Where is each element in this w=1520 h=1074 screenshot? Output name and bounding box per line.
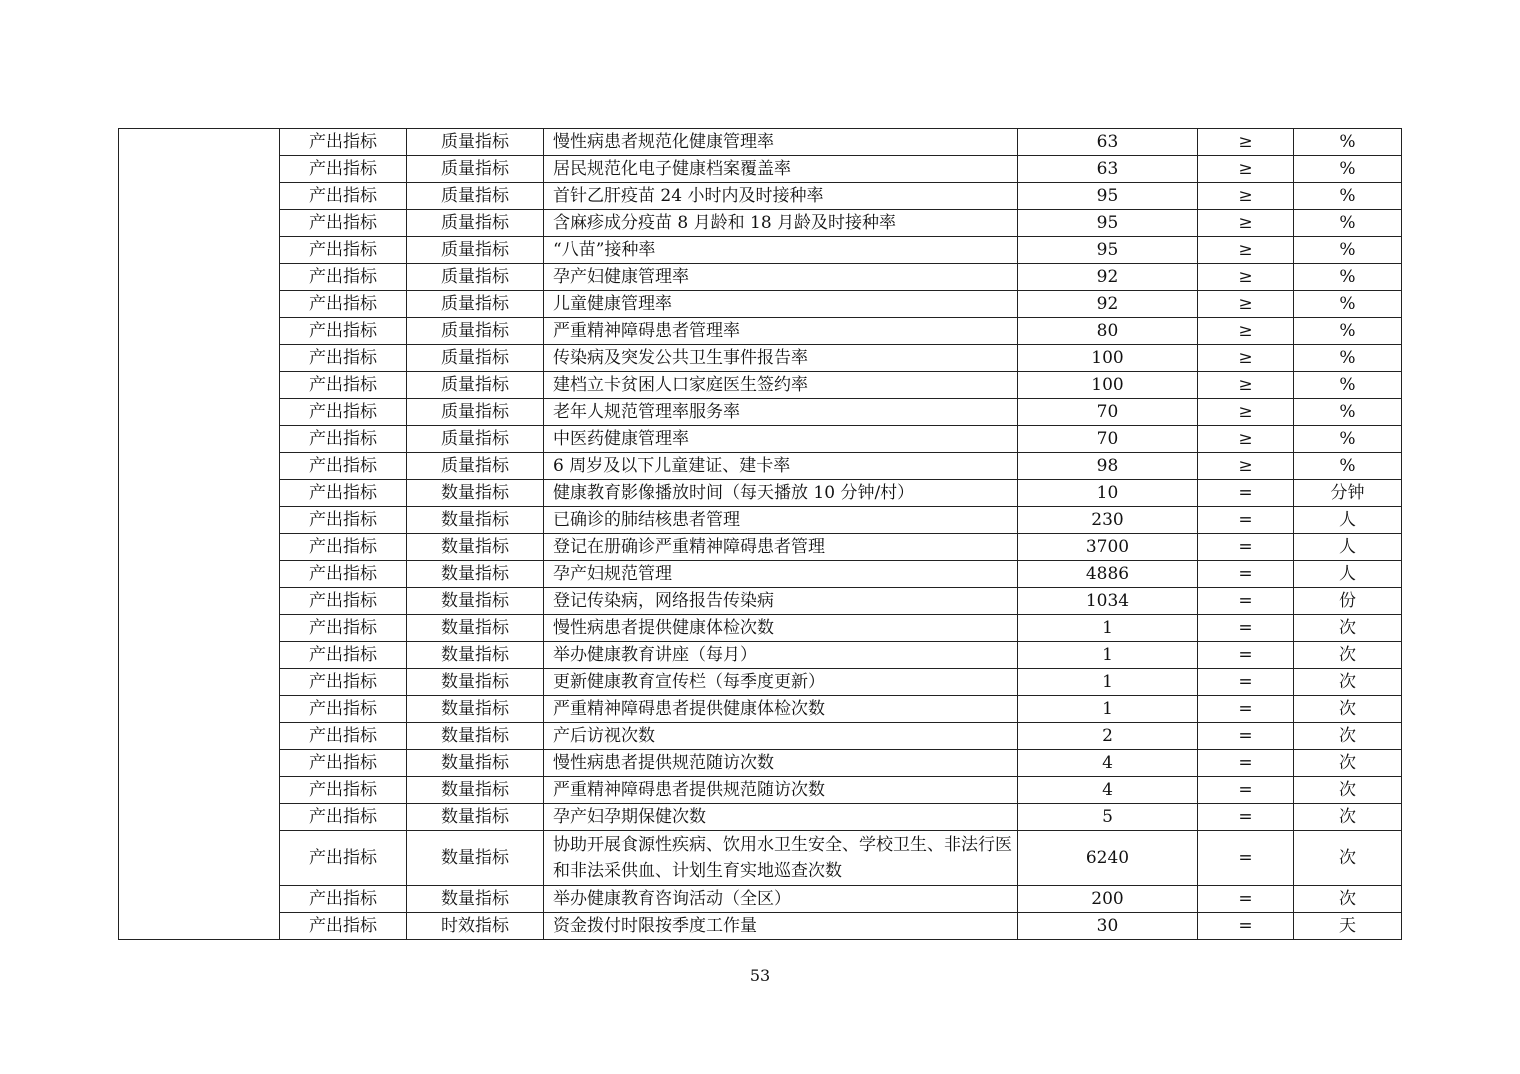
indicator-value-cell: 80 <box>1018 318 1198 345</box>
level1-indicator-cell: 产出指标 <box>280 750 407 777</box>
level1-indicator-cell: 产出指标 <box>280 561 407 588</box>
comparison-operator-cell: = <box>1198 750 1294 777</box>
table-row <box>119 642 1402 669</box>
indicator-value-cell: 70 <box>1018 399 1198 426</box>
indicator-name-cell: 慢性病患者提供健康体检次数 <box>544 615 1018 642</box>
indicator-name-cell: 慢性病患者规范化健康管理率 <box>544 129 1018 156</box>
level1-indicator-cell: 产出指标 <box>280 426 407 453</box>
comparison-operator-cell: ≥ <box>1198 183 1294 210</box>
indicator-name-cell: 中医药健康管理率 <box>544 426 1018 453</box>
level1-indicator-cell: 产出指标 <box>280 588 407 615</box>
level2-indicator-cell: 质量指标 <box>407 210 544 237</box>
indicator-value-cell: 70 <box>1018 426 1198 453</box>
level2-indicator-cell: 时效指标 <box>407 913 544 940</box>
level1-indicator-cell: 产出指标 <box>280 399 407 426</box>
indicator-name-cell: 孕产妇健康管理率 <box>544 264 1018 291</box>
indicator-value-cell: 92 <box>1018 264 1198 291</box>
level1-indicator-cell: 产出指标 <box>280 913 407 940</box>
indicator-value-cell: 92 <box>1018 291 1198 318</box>
comparison-operator-cell: ≥ <box>1198 453 1294 480</box>
level2-indicator-cell: 质量指标 <box>407 237 544 264</box>
unit-cell: % <box>1294 237 1402 264</box>
indicator-name-cell: 严重精神障碍患者管理率 <box>544 318 1018 345</box>
level1-indicator-cell: 产出指标 <box>280 129 407 156</box>
comparison-operator-cell: ≥ <box>1198 345 1294 372</box>
comparison-operator-cell: = <box>1198 777 1294 804</box>
level2-indicator-cell: 数量指标 <box>407 588 544 615</box>
level2-indicator-cell: 数量指标 <box>407 669 544 696</box>
comparison-operator-cell: ≥ <box>1198 237 1294 264</box>
table-row <box>119 588 1402 615</box>
comparison-operator-cell: = <box>1198 615 1294 642</box>
table-row <box>119 669 1402 696</box>
level1-indicator-cell: 产出指标 <box>280 723 407 750</box>
first-level-indicator-cell <box>119 129 280 940</box>
unit-cell: % <box>1294 453 1402 480</box>
unit-cell: 次 <box>1294 750 1402 777</box>
comparison-operator-cell: = <box>1198 886 1294 913</box>
table-row <box>119 831 1402 886</box>
level2-indicator-cell: 质量指标 <box>407 426 544 453</box>
level1-indicator-cell: 产出指标 <box>280 615 407 642</box>
level2-indicator-cell: 数量指标 <box>407 777 544 804</box>
indicator-value-cell: 63 <box>1018 156 1198 183</box>
level1-indicator-cell: 产出指标 <box>280 237 407 264</box>
table-row <box>119 777 1402 804</box>
unit-cell: 次 <box>1294 804 1402 831</box>
level2-indicator-cell: 数量指标 <box>407 507 544 534</box>
unit-cell: 次 <box>1294 886 1402 913</box>
level2-indicator-cell: 数量指标 <box>407 723 544 750</box>
comparison-operator-cell: ≥ <box>1198 399 1294 426</box>
unit-cell: 人 <box>1294 534 1402 561</box>
comparison-operator-cell: = <box>1198 588 1294 615</box>
level2-indicator-cell: 数量指标 <box>407 480 544 507</box>
indicator-table <box>118 128 1402 940</box>
indicator-name-cell: 首针乙肝疫苗 24 小时内及时接种率 <box>544 183 1018 210</box>
table-row <box>119 345 1402 372</box>
indicator-value-cell: 3700 <box>1018 534 1198 561</box>
comparison-operator-cell: = <box>1198 723 1294 750</box>
indicator-name-cell: 传染病及突发公共卫生事件报告率 <box>544 345 1018 372</box>
level1-indicator-cell: 产出指标 <box>280 210 407 237</box>
level1-indicator-cell: 产出指标 <box>280 534 407 561</box>
table-row <box>119 534 1402 561</box>
table-row <box>119 615 1402 642</box>
indicator-name-cell: 登记传染病，网络报告传染病 <box>544 588 1018 615</box>
table-row <box>119 399 1402 426</box>
comparison-operator-cell: ≥ <box>1198 291 1294 318</box>
indicator-name-cell: 慢性病患者提供规范随访次数 <box>544 750 1018 777</box>
level2-indicator-cell: 数量指标 <box>407 750 544 777</box>
level1-indicator-cell: 产出指标 <box>280 886 407 913</box>
unit-cell: 份 <box>1294 588 1402 615</box>
level2-indicator-cell: 质量指标 <box>407 318 544 345</box>
comparison-operator-cell: ≥ <box>1198 264 1294 291</box>
unit-cell: 次 <box>1294 642 1402 669</box>
comparison-operator-cell: = <box>1198 507 1294 534</box>
unit-cell: 次 <box>1294 669 1402 696</box>
indicator-value-cell: 2 <box>1018 723 1198 750</box>
level1-indicator-cell: 产出指标 <box>280 183 407 210</box>
level2-indicator-cell: 数量指标 <box>407 615 544 642</box>
table-row <box>119 561 1402 588</box>
indicator-name-cell: 老年人规范管理率服务率 <box>544 399 1018 426</box>
table-row <box>119 426 1402 453</box>
level1-indicator-cell: 产出指标 <box>280 480 407 507</box>
comparison-operator-cell: = <box>1198 480 1294 507</box>
unit-cell: 次 <box>1294 831 1402 886</box>
indicator-value-cell: 30 <box>1018 913 1198 940</box>
level1-indicator-cell: 产出指标 <box>280 831 407 886</box>
indicator-value-cell: 4 <box>1018 777 1198 804</box>
comparison-operator-cell: = <box>1198 534 1294 561</box>
table-row <box>119 723 1402 750</box>
table-row <box>119 237 1402 264</box>
unit-cell: 次 <box>1294 696 1402 723</box>
indicator-name-cell: 协助开展食源性疾病、饮用水卫生安全、学校卫生、非法行医和非法采供血、计划生育实地巡查次数 <box>544 831 1018 886</box>
table-row <box>119 264 1402 291</box>
comparison-operator-cell: ≥ <box>1198 318 1294 345</box>
comparison-operator-cell: = <box>1198 804 1294 831</box>
unit-cell: 次 <box>1294 723 1402 750</box>
indicator-value-cell: 5 <box>1018 804 1198 831</box>
indicator-name-cell: 更新健康教育宣传栏（每季度更新） <box>544 669 1018 696</box>
level1-indicator-cell: 产出指标 <box>280 291 407 318</box>
indicator-name-cell: 举办健康教育讲座（每月） <box>544 642 1018 669</box>
level2-indicator-cell: 数量指标 <box>407 642 544 669</box>
table-row <box>119 913 1402 940</box>
indicator-value-cell: 95 <box>1018 183 1198 210</box>
level2-indicator-cell: 质量指标 <box>407 264 544 291</box>
level2-indicator-cell: 数量指标 <box>407 696 544 723</box>
table-row <box>119 886 1402 913</box>
unit-cell: 次 <box>1294 777 1402 804</box>
indicator-name-cell: 产后访视次数 <box>544 723 1018 750</box>
indicator-value-cell: 1 <box>1018 669 1198 696</box>
unit-cell: % <box>1294 372 1402 399</box>
unit-cell: 分钟 <box>1294 480 1402 507</box>
indicator-value-cell: 100 <box>1018 372 1198 399</box>
level1-indicator-cell: 产出指标 <box>280 372 407 399</box>
indicator-name-cell: 健康教育影像播放时间（每天播放 10 分钟/村） <box>544 480 1018 507</box>
unit-cell: 人 <box>1294 507 1402 534</box>
indicator-name-cell: 建档立卡贫困人口家庭医生签约率 <box>544 372 1018 399</box>
level1-indicator-cell: 产出指标 <box>280 318 407 345</box>
comparison-operator-cell: ≥ <box>1198 129 1294 156</box>
level1-indicator-cell: 产出指标 <box>280 345 407 372</box>
indicator-value-cell: 1 <box>1018 696 1198 723</box>
level2-indicator-cell: 数量指标 <box>407 534 544 561</box>
table-row <box>119 750 1402 777</box>
unit-cell: % <box>1294 291 1402 318</box>
unit-cell: % <box>1294 264 1402 291</box>
unit-cell: % <box>1294 210 1402 237</box>
table-row <box>119 804 1402 831</box>
indicator-name-cell: 儿童健康管理率 <box>544 291 1018 318</box>
table-row <box>119 183 1402 210</box>
table-body <box>119 129 1402 940</box>
level1-indicator-cell: 产出指标 <box>280 696 407 723</box>
indicator-name-cell: 严重精神障碍患者提供规范随访次数 <box>544 777 1018 804</box>
level1-indicator-cell: 产出指标 <box>280 264 407 291</box>
indicator-name-cell: 含麻疹成分疫苗 8 月龄和 18 月龄及时接种率 <box>544 210 1018 237</box>
comparison-operator-cell: = <box>1198 696 1294 723</box>
table-row <box>119 291 1402 318</box>
unit-cell: % <box>1294 318 1402 345</box>
level2-indicator-cell: 质量指标 <box>407 183 544 210</box>
level2-indicator-cell: 质量指标 <box>407 291 544 318</box>
level2-indicator-cell: 数量指标 <box>407 886 544 913</box>
unit-cell: % <box>1294 129 1402 156</box>
unit-cell: 人 <box>1294 561 1402 588</box>
level2-indicator-cell: 数量指标 <box>407 831 544 886</box>
comparison-operator-cell: = <box>1198 831 1294 886</box>
indicator-name-cell: 登记在册确诊严重精神障碍患者管理 <box>544 534 1018 561</box>
level1-indicator-cell: 产出指标 <box>280 777 407 804</box>
unit-cell: 次 <box>1294 615 1402 642</box>
comparison-operator-cell: ≥ <box>1198 156 1294 183</box>
comparison-operator-cell: = <box>1198 642 1294 669</box>
indicator-value-cell: 1 <box>1018 615 1198 642</box>
level2-indicator-cell: 质量指标 <box>407 156 544 183</box>
level1-indicator-cell: 产出指标 <box>280 642 407 669</box>
level2-indicator-cell: 数量指标 <box>407 561 544 588</box>
indicator-value-cell: 95 <box>1018 237 1198 264</box>
table-row <box>119 318 1402 345</box>
comparison-operator-cell: ≥ <box>1198 426 1294 453</box>
indicator-name-cell: 举办健康教育咨询活动（全区） <box>544 886 1018 913</box>
indicator-value-cell: 63 <box>1018 129 1198 156</box>
indicator-name-cell: 孕产妇规范管理 <box>544 561 1018 588</box>
indicator-value-cell: 100 <box>1018 345 1198 372</box>
level2-indicator-cell: 质量指标 <box>407 453 544 480</box>
unit-cell: % <box>1294 345 1402 372</box>
table-row <box>119 453 1402 480</box>
unit-cell: 天 <box>1294 913 1402 940</box>
table-row <box>119 372 1402 399</box>
indicator-name-cell: 6 周岁及以下儿童建证、建卡率 <box>544 453 1018 480</box>
table-row <box>119 507 1402 534</box>
level2-indicator-cell: 数量指标 <box>407 804 544 831</box>
table-row <box>119 696 1402 723</box>
indicator-value-cell: 1034 <box>1018 588 1198 615</box>
indicator-name-cell: “八苗”接种率 <box>544 237 1018 264</box>
comparison-operator-cell: ≥ <box>1198 210 1294 237</box>
unit-cell: % <box>1294 399 1402 426</box>
level1-indicator-cell: 产出指标 <box>280 804 407 831</box>
table-row <box>119 210 1402 237</box>
level2-indicator-cell: 质量指标 <box>407 372 544 399</box>
comparison-operator-cell: = <box>1198 913 1294 940</box>
comparison-operator-cell: = <box>1198 561 1294 588</box>
indicator-name-cell: 严重精神障碍患者提供健康体检次数 <box>544 696 1018 723</box>
unit-cell: % <box>1294 183 1402 210</box>
indicator-value-cell: 98 <box>1018 453 1198 480</box>
table-row <box>119 480 1402 507</box>
indicator-name-cell: 已确诊的肺结核患者管理 <box>544 507 1018 534</box>
indicator-name-cell: 资金拨付时限按季度工作量 <box>544 913 1018 940</box>
indicator-name-cell: 孕产妇孕期保健次数 <box>544 804 1018 831</box>
level1-indicator-cell: 产出指标 <box>280 156 407 183</box>
level1-indicator-cell: 产出指标 <box>280 507 407 534</box>
level1-indicator-cell: 产出指标 <box>280 669 407 696</box>
level2-indicator-cell: 质量指标 <box>407 129 544 156</box>
indicator-value-cell: 230 <box>1018 507 1198 534</box>
indicator-value-cell: 6240 <box>1018 831 1198 886</box>
indicator-value-cell: 10 <box>1018 480 1198 507</box>
unit-cell: % <box>1294 156 1402 183</box>
unit-cell: % <box>1294 426 1402 453</box>
table-row <box>119 156 1402 183</box>
indicator-value-cell: 95 <box>1018 210 1198 237</box>
indicator-name-cell: 居民规范化电子健康档案覆盖率 <box>544 156 1018 183</box>
level2-indicator-cell: 质量指标 <box>407 399 544 426</box>
indicator-value-cell: 1 <box>1018 642 1198 669</box>
comparison-operator-cell: = <box>1198 669 1294 696</box>
level1-indicator-cell: 产出指标 <box>280 453 407 480</box>
indicator-value-cell: 4 <box>1018 750 1198 777</box>
indicator-value-cell: 200 <box>1018 886 1198 913</box>
page-number: 53 <box>749 966 771 985</box>
comparison-operator-cell: ≥ <box>1198 372 1294 399</box>
table-row <box>119 129 1402 156</box>
level2-indicator-cell: 质量指标 <box>407 345 544 372</box>
indicator-value-cell: 4886 <box>1018 561 1198 588</box>
